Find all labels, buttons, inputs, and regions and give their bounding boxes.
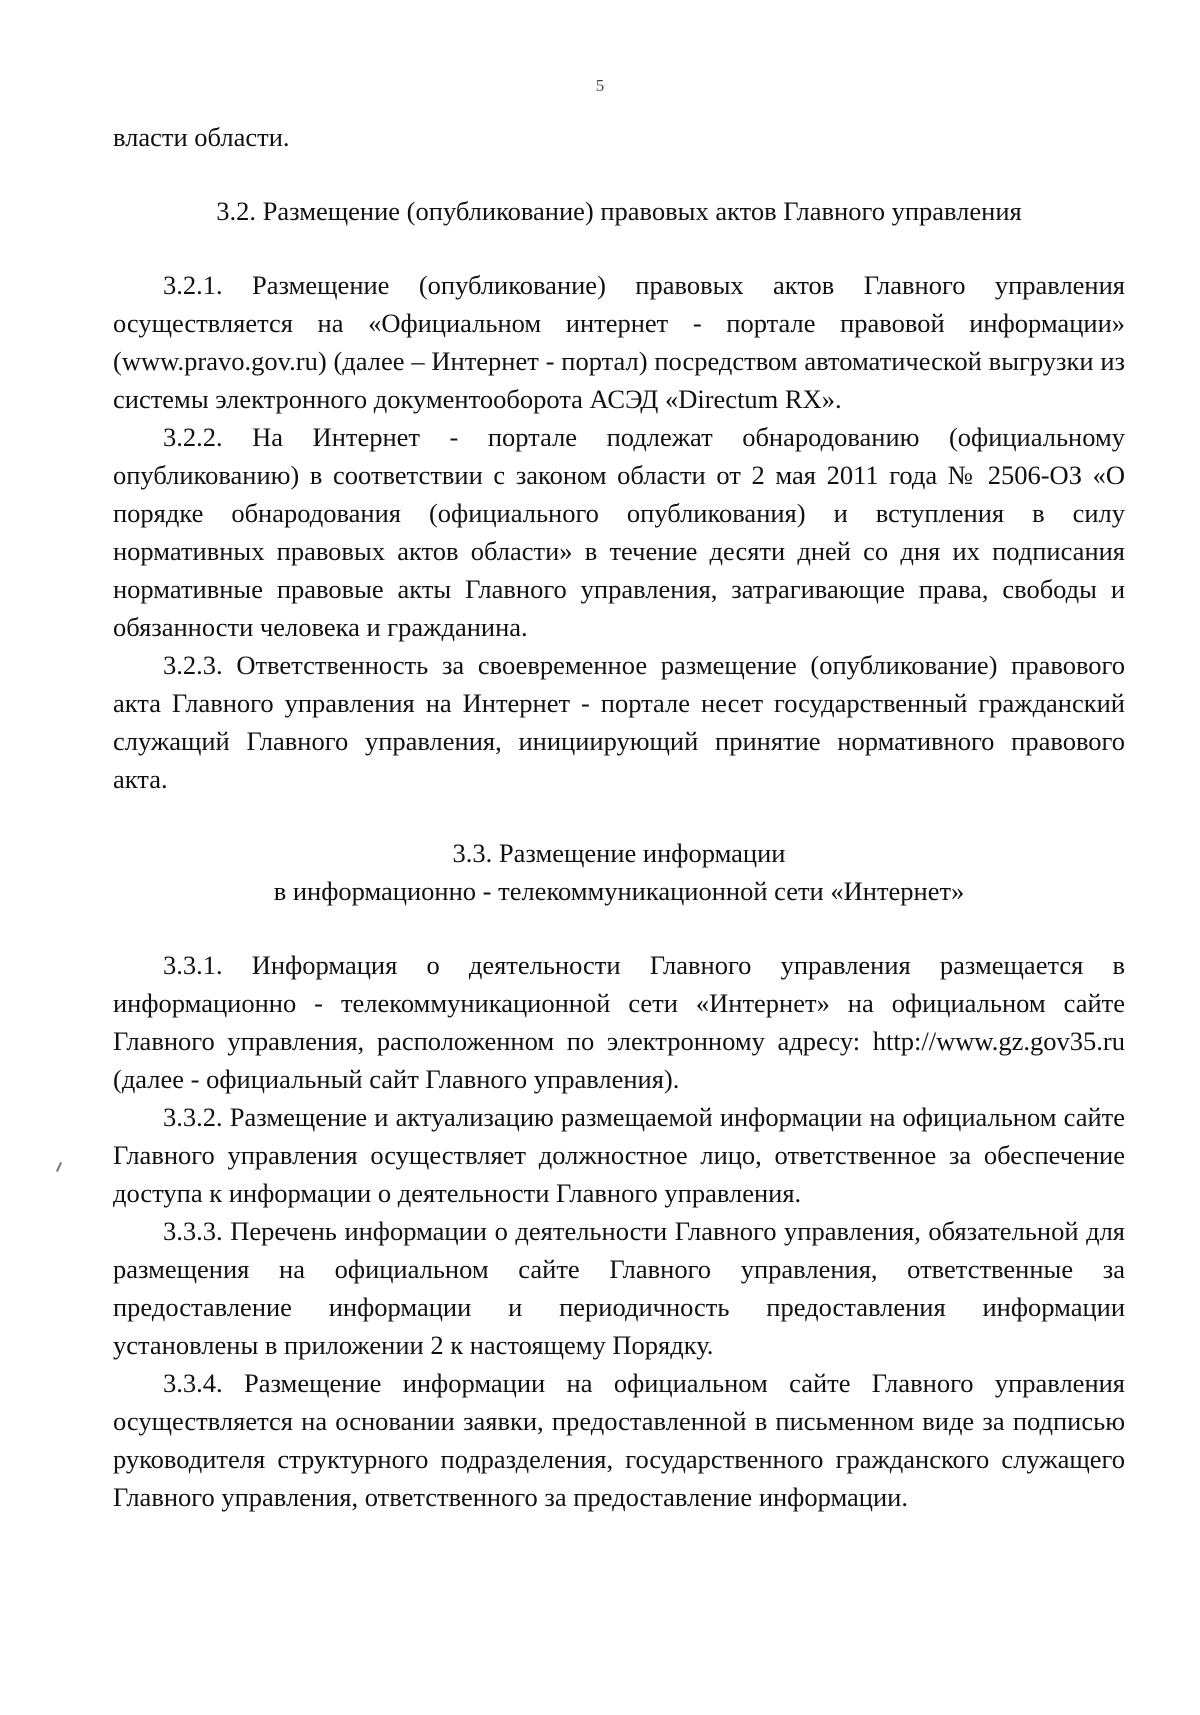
margin-mark [56,1162,62,1172]
section-3-3-heading-line2: в информационно - телекоммуникационной сети «Интернет» [273,876,965,906]
paragraph-3-3-1: 3.3.1. Информация о деятельности Главного управления размещается в информационно - телекоммуникационной сети «Интернет» на официальном сайте Главного управления, расположенном по электронному адресу: http://www.gz.gov35.ru (далее - официальный сайт Главного управления). [113,950,1125,1094]
document-body [113,118,1125,1516]
section-3-2-heading: 3.2. Размещение (опубликование) правовых актов Главного управления [216,196,1022,226]
section-3-3-heading-line1: 3.3. Размещение информации [452,838,786,868]
paragraph-3-3-2: 3.3.2. Размещение и актуализацию размещаемой информации на официальном сайте Главного управления осуществляет должностное лицо, ответственное за обеспечение доступа к информации о деятельности Главного управления. [113,1102,1125,1208]
paragraph-3-3-4: 3.3.4. Размещение информации на официальном сайте Главного управления осуществляется на основании заявки, предоставленной в письменном виде за подписью руководителя структурного подразделения, государственного гражданского служащего Главного управления, ответственного за предоставление информации. [113,1368,1125,1512]
paragraph-3-2-1: 3.2.1. Размещение (опубликование) правовых актов Главного управления осуществляется на «Официальном интернет - портале правовой информации» (www.pravo.gov.ru) (далее – Интернет - портал) посредством автоматической выгрузки из системы электронного документооборота АСЭД «Directum RX». [113,270,1125,414]
paragraph-3-3-3: 3.3.3. Перечень информации о деятельности Главного управления, обязательной для размещения на официальном сайте Главного управления, ответственные за предоставление информации и периодичность предоставления информации установлены в приложении 2 к настоящему Порядку. [113,1216,1125,1360]
page-number: 5 [595,76,605,95]
paragraph-3-2-2: 3.2.2. На Интернет - портале подлежат обнародованию (официальному опубликованию) в соответствии с законом области от 2 мая 2011 года № 2506-ОЗ «О порядке обнародования (официального опубликования) и вступления в силу нормативных правовых актов области» в течение десяти дней со дня их подписания нормативные правовые акты Главного управления, затрагивающие права, свободы и обязанности человека и гражданина. [113,422,1125,642]
continuation-text: власти области. [113,122,290,152]
paragraph-3-2-3: 3.2.3. Ответственность за своевременное размещение (опубликование) правового акта Главного управления на Интернет - портале несет государственный гражданский служащий Главного управления, инициирующий принятие нормативного правового акта. [113,650,1125,794]
